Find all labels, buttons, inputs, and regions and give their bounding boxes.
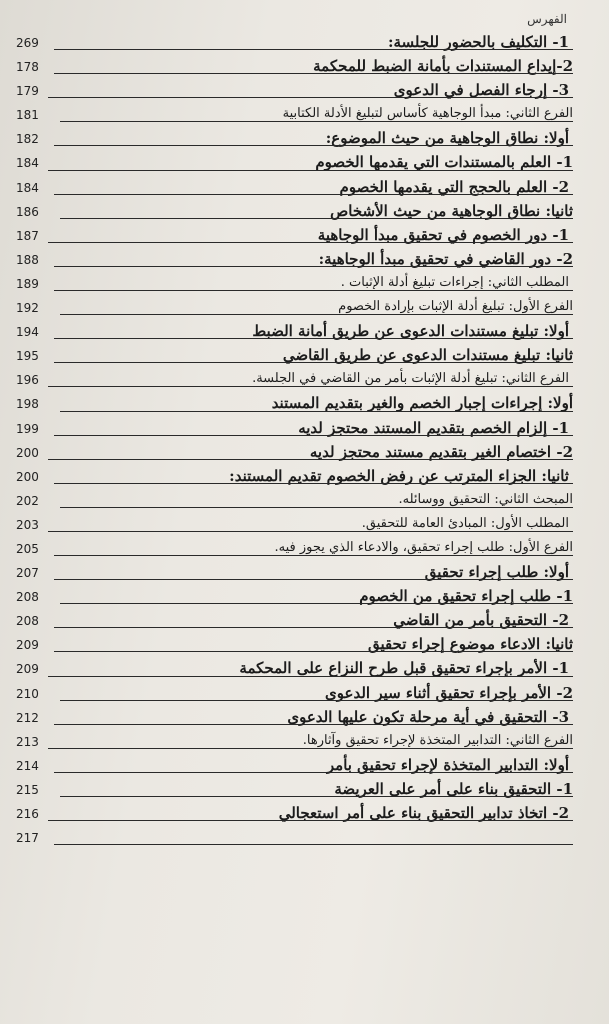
leader-line <box>54 49 573 50</box>
toc-entry-title: 2- العلم بالحجج التي يقدمها الخصوم <box>339 177 569 196</box>
toc-page-number: 194 <box>16 325 39 340</box>
leader-line <box>54 483 573 484</box>
toc-page-number: 210 <box>16 686 39 701</box>
toc-entry <box>0 54 609 78</box>
leader-line <box>48 459 573 460</box>
toc-entry <box>0 102 609 126</box>
toc-entry <box>0 705 609 729</box>
toc-entry-title: المطلب الثاني: إجراءات تبليغ أدلة الإثبات . <box>340 274 569 290</box>
toc-entry <box>0 681 609 705</box>
toc-page-number: 202 <box>16 493 39 508</box>
toc-entry <box>0 30 609 54</box>
toc-page-number: 187 <box>16 228 39 243</box>
toc-page-number: 196 <box>16 373 39 388</box>
toc-page-number: 199 <box>16 421 39 436</box>
toc-entry <box>0 584 609 608</box>
toc-entry-title: المبحث الثاني: التحقيق ووسائله. <box>398 491 573 507</box>
toc-page-number: 178 <box>16 60 39 75</box>
toc-entry <box>0 247 609 271</box>
toc-entry-title: الفرع الثاني: تبليغ أدلة الإثبات بأمر من القاضي في الجلسة. <box>252 371 569 387</box>
toc-page-number: 207 <box>16 566 39 581</box>
leader-line <box>54 194 573 195</box>
leader-line <box>54 724 573 725</box>
leader-line <box>48 748 573 749</box>
toc-entry <box>0 126 609 150</box>
toc-page-number: 189 <box>16 276 39 291</box>
leader-line <box>48 820 573 821</box>
toc-page-number: 181 <box>16 108 39 123</box>
toc-entry <box>0 608 609 632</box>
leader-line <box>48 676 573 677</box>
toc-entry-title: 1- طلب إجراء تحقيق من الخصوم <box>359 587 573 606</box>
toc-entry-title: 1- التكليف بالحضور للجلسة: <box>387 33 569 51</box>
toc-entry-title: 1- العلم بالمستندات التي يقدمها الخصوم <box>315 153 573 172</box>
leader-line <box>54 338 573 339</box>
toc-entry-title: المطلب الأول: المبادئ العامة للتحقيق. <box>361 515 569 531</box>
toc-entry <box>0 391 609 415</box>
leader-line <box>54 651 573 652</box>
toc-page-number: 198 <box>16 397 39 412</box>
toc-entry-title: ثانيا: تبليغ مستندات الدعوى عن طريق القاضي <box>282 346 573 365</box>
leader-line <box>48 170 573 171</box>
toc-entry-title: 2- دور القاضي في تحقيق مبدأ الوجاهية: <box>318 249 573 268</box>
leader-line <box>54 362 573 363</box>
toc-entry-title: أولا: نطاق الوجاهية من حيث الموضوع: <box>325 129 569 148</box>
toc-entry <box>0 440 609 464</box>
leader-line <box>54 579 573 580</box>
toc-page-number: 200 <box>16 469 39 484</box>
toc-entry <box>0 825 609 849</box>
leader-line <box>60 218 573 219</box>
toc-page-number: 269 <box>16 36 39 50</box>
toc-entry-title: أولا: طلب إجراء تحقيق <box>424 563 569 582</box>
leader-line <box>54 627 573 628</box>
toc-entry-title: 2- الأمر بإجراء تحقيق أثناء سير الدعوى <box>325 683 573 702</box>
toc-entry <box>0 271 609 295</box>
toc-entry <box>0 223 609 247</box>
toc-entry-title: 2- اختصام الغير بتقديم مستند محتجز لديه <box>309 442 573 461</box>
leader-line <box>60 700 573 701</box>
toc-entry-title: 3- التحقيق في أية مرحلة تكون عليها الدعوى <box>287 707 569 726</box>
toc-entry <box>0 175 609 199</box>
leader-line <box>54 290 573 291</box>
leader-line <box>60 603 573 604</box>
toc-page-number: 213 <box>16 734 39 749</box>
toc-entry-title: الفرع الأول: تبليغ أدلة الإثبات بإرادة الخصوم <box>338 299 573 315</box>
toc-page-number: 205 <box>16 541 39 556</box>
leader-line <box>48 97 573 98</box>
toc-entry <box>0 536 609 560</box>
toc-entry-title: 2- اتخاذ تدابير التحقيق بناء على أمر استعجالي <box>278 804 569 822</box>
toc-entry <box>0 295 609 319</box>
toc-entry <box>0 801 609 825</box>
leader-line <box>54 435 573 436</box>
toc-entry <box>0 656 609 680</box>
toc-page-number: 188 <box>16 252 39 267</box>
toc-page-number: 186 <box>16 204 39 219</box>
toc-entry-title: 2- التحقيق بأمر من القاضي <box>393 611 569 630</box>
toc-page-number: 208 <box>16 590 39 605</box>
toc-page-number: 208 <box>16 614 39 629</box>
toc-page-number: 192 <box>16 301 39 316</box>
toc-page-number: 212 <box>16 710 39 725</box>
toc-entry-title: 1- إلزام الخصم بتقديم المستند محتجز لديه <box>298 418 569 437</box>
leader-line <box>60 411 573 412</box>
toc-entry <box>0 199 609 223</box>
toc-page-number: 209 <box>16 662 39 677</box>
toc-page-number: 214 <box>16 758 39 773</box>
toc-entry <box>0 488 609 512</box>
leader-line <box>48 386 573 387</box>
toc-page-number: 209 <box>16 638 39 653</box>
toc-entry <box>0 78 609 102</box>
toc-page-number: 200 <box>16 445 39 460</box>
toc-entry <box>0 729 609 753</box>
toc-list <box>0 30 609 849</box>
toc-entry-title: 1- الأمر بإجراء تحقيق قبل طرح النزاع على المحكمة <box>239 659 569 678</box>
toc-entry <box>0 367 609 391</box>
toc-entry <box>0 512 609 536</box>
leader-line <box>48 531 573 532</box>
toc-entry <box>0 753 609 777</box>
toc-entry <box>0 150 609 174</box>
toc-entry-title: 3- إرجاء الفصل في الدعوى <box>393 81 569 100</box>
leader-line <box>60 121 573 122</box>
toc-entry-title: الفرع الثاني: التدابير المتخذة لإجراء تحقيق وآثارها. <box>302 732 573 748</box>
leader-line <box>54 73 573 74</box>
leader-line <box>54 555 573 556</box>
toc-entry <box>0 343 609 367</box>
toc-page-number: 216 <box>16 807 39 821</box>
leader-line <box>60 507 573 508</box>
toc-entry <box>0 560 609 584</box>
toc-entry-title: أولا: إجراءات إجبار الخصم والغير بتقديم المستند <box>271 394 573 413</box>
running-header: الفهرس <box>527 12 567 26</box>
toc-entry <box>0 464 609 488</box>
toc-entry-title: الفرع الثاني: مبدأ الوجاهية كأساس لتبليغ الأدلة الكتابية <box>282 106 573 122</box>
toc-entry-title: أولا: تبليغ مستندات الدعوى عن طريق أمانة الضبط <box>252 322 569 341</box>
toc-entry-title: 1- التحقيق بناء على أمر على العريضة <box>334 779 573 798</box>
leader-line <box>60 796 573 797</box>
toc-page-number: 179 <box>16 84 39 99</box>
toc-entry <box>0 777 609 801</box>
toc-page-number: 195 <box>16 349 39 364</box>
leader-line <box>54 145 573 146</box>
toc-entry <box>0 632 609 656</box>
toc-page-number: 203 <box>16 517 39 532</box>
toc-page-number: 184 <box>16 180 39 195</box>
toc-entry-title: 1- دور الخصوم في تحقيق مبدأ الوجاهية <box>317 225 569 244</box>
toc-entry-title: أولا: التدابير المتخذة لإجراء تحقيق بأمر <box>326 755 569 774</box>
toc-entry-title: الفرع الأول: طلب إجراء تحقيق، والادعاء الذي يجوز فيه. <box>274 539 573 555</box>
toc-page-number: 182 <box>16 132 39 147</box>
leader-line <box>60 314 573 315</box>
toc-entry-title: 2-إيداع المستندات بأمانة الضبط للمحكمة <box>313 57 573 76</box>
toc-entry-title: ثانيا: نطاق الوجاهية من حيث الأشخاص <box>330 201 573 220</box>
toc-entry-title: ثانيا: الادعاء موضوع إجراء تحقيق <box>367 635 573 654</box>
leader-line <box>54 844 573 845</box>
toc-page-number: 184 <box>16 156 39 171</box>
toc-page-number: 215 <box>16 782 39 797</box>
toc-entry <box>0 416 609 440</box>
leader-line <box>48 242 573 243</box>
toc-entry <box>0 319 609 343</box>
toc-entry-title: ثانيا: الجزاء المترتب عن رفض الخصوم تقديم المستند: <box>229 466 569 485</box>
leader-line <box>54 266 573 267</box>
toc-page-number: 217 <box>16 831 39 846</box>
leader-line <box>54 772 573 773</box>
